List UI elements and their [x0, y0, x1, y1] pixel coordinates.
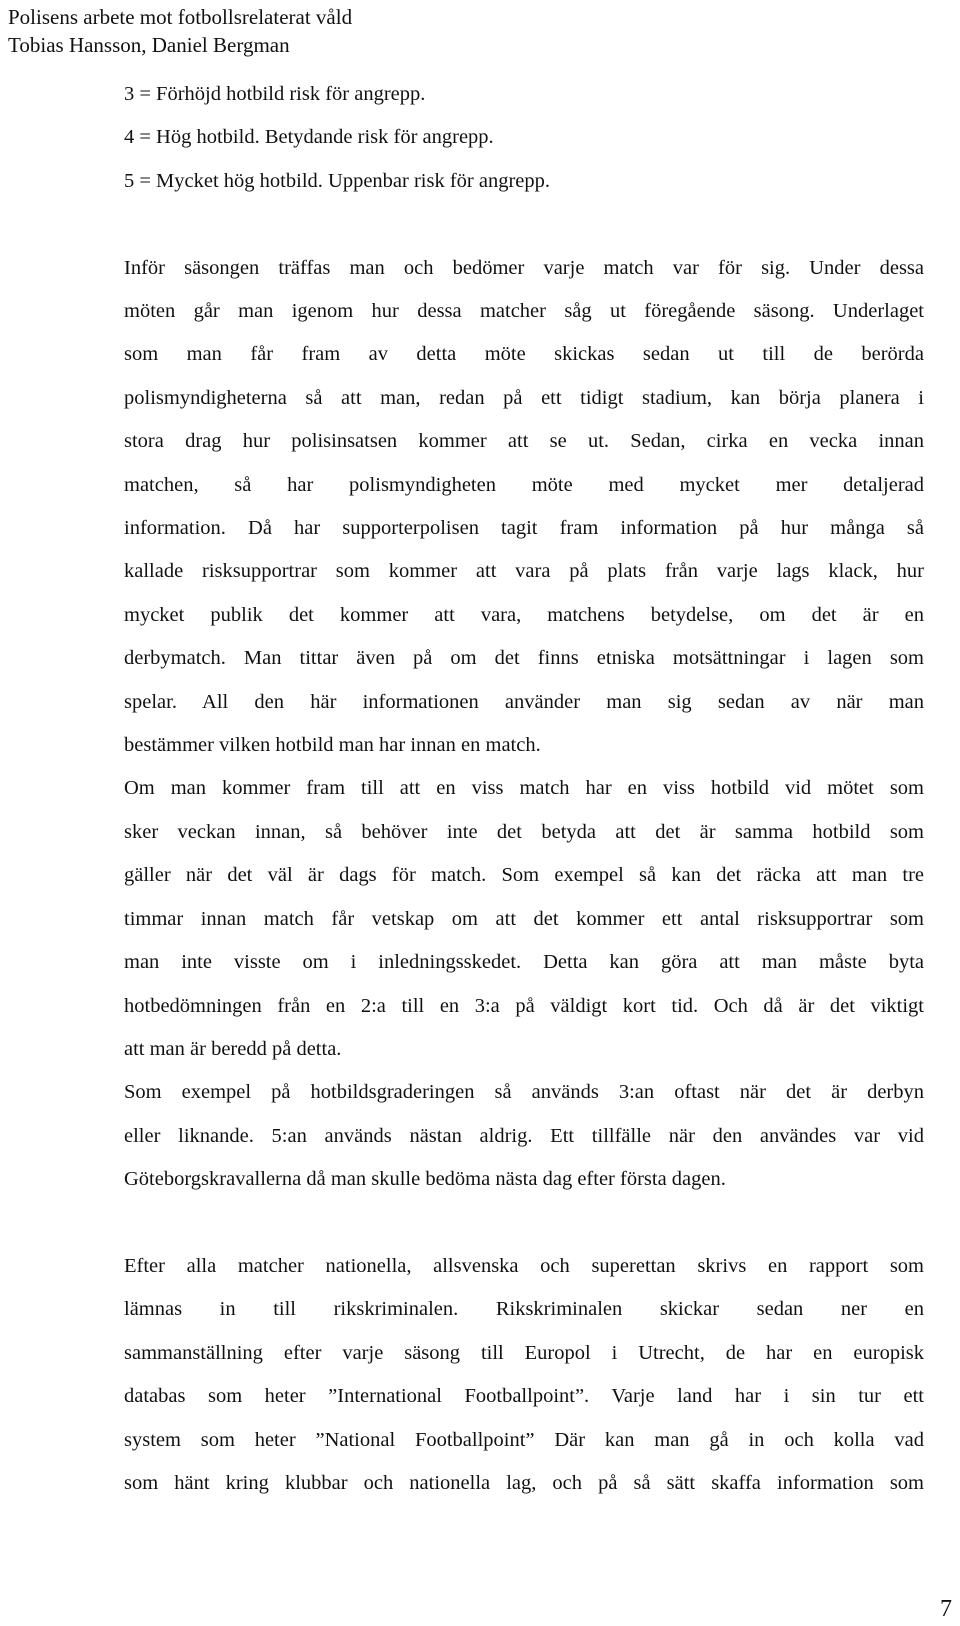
- paragraph-reporting: [124, 1245, 924, 1505]
- text-line: sker veckan innan, så behöver inte det betyda att det är samma hotbild som: [124, 820, 924, 843]
- paragraph-threat-change: [124, 767, 924, 1071]
- text-line: derbymatch. Man tittar även på om det finns etniska motsättningar i lagen som: [124, 647, 924, 670]
- text-line: att man är beredd på detta.: [124, 1037, 342, 1060]
- text-line: matchen, så har polismyndigheten möte med mycket mer detaljerad: [124, 473, 924, 496]
- text-line: Om man kommer fram till att en viss match har en viss hotbild vid mötet som: [124, 777, 924, 800]
- header-title: Polisens arbete mot fotbollsrelaterat våld: [8, 5, 353, 29]
- page-header: [8, 3, 352, 59]
- text-line: databas som heter ”International Footballpoint”. Varje land har i sin tur ett: [124, 1385, 924, 1408]
- text-line: information. Då har supporterpolisen tagit fram information på hur många så: [124, 517, 924, 540]
- text-line: bestämmer vilken hotbild man har innan en match.: [124, 734, 541, 757]
- text-line: gäller när det väl är dags för match. Som exempel så kan det räcka att man tre: [124, 864, 924, 887]
- document-body: [124, 73, 924, 1505]
- text-line: som man får fram av detta möte skickas sedan ut till de berörda: [124, 343, 924, 366]
- text-line: möten går man igenom hur dessa matcher såg ut föregående säsong. Underlaget: [124, 300, 924, 323]
- paragraph-spacer: [124, 203, 924, 246]
- threat-level-5: 5 = Mycket hög hotbild. Uppenbar risk för angrepp.: [124, 169, 551, 192]
- text-line: timmar innan match får vetskap om att det kommer ett antal risksupportrar som: [124, 907, 924, 930]
- text-line: man inte visste om i inledningsskedet. Detta kan göra att man måste byta: [124, 951, 924, 974]
- text-line: eller liknande. 5:an används nästan aldrig. Ett tillfälle när den användes var vid: [124, 1124, 924, 1147]
- text-line: stora drag hur polisinsatsen kommer att se ut. Sedan, cirka en vecka innan: [124, 430, 924, 453]
- threat-level-3: 3 = Förhöjd hotbild risk för angrepp.: [124, 83, 426, 105]
- text-line: spelar. All den här informationen använder man sig sedan av när man: [124, 690, 924, 713]
- text-line: Som exempel på hotbildsgraderingen så används 3:an oftast när det är derbyn: [124, 1081, 924, 1104]
- text-line: lämnas in till rikskriminalen. Rikskriminalen skickar sedan ner en: [124, 1298, 924, 1321]
- text-line: sammanställning efter varje säsong till Europol i Utrecht, de har en europisk: [124, 1341, 924, 1364]
- text-line: kallade risksupportrar som kommer att vara på plats från varje lags klack, hur: [124, 560, 924, 583]
- paragraph-spacer: [124, 1202, 924, 1245]
- text-line: mycket publik det kommer att vara, matchens betydelse, om det är en: [124, 603, 924, 626]
- threat-level-list: [124, 73, 924, 203]
- header-authors: Tobias Hansson, Daniel Bergman: [8, 33, 290, 57]
- text-line: Efter alla matcher nationella, allsvenska och superettan skrivs en rapport som: [124, 1254, 924, 1277]
- paragraph-season-assessment: [124, 247, 924, 768]
- text-line: Göteborgskravallerna då man skulle bedöma nästa dag efter första dagen.: [124, 1168, 726, 1191]
- text-line: hotbedömningen från en 2:a till en 3:a på väldigt kort tid. Och då är det viktigt: [124, 994, 924, 1017]
- text-line: Inför säsongen träffas man och bedömer varje match var för sig. Under dessa: [124, 256, 924, 279]
- paragraph-grading-examples: [124, 1071, 924, 1201]
- text-line: som hänt kring klubbar och nationella lag, och på så sätt skaffa information som: [124, 1471, 924, 1494]
- text-line: system som heter ”National Footballpoint” Där kan man gå in och kolla vad: [124, 1428, 924, 1451]
- threat-level-4: 4 = Hög hotbild. Betydande risk för angrepp.: [124, 126, 494, 149]
- text-line: polismyndigheterna så att man, redan på ett tidigt stadium, kan börja planera i: [124, 386, 924, 409]
- page-number: 7: [940, 1596, 952, 1622]
